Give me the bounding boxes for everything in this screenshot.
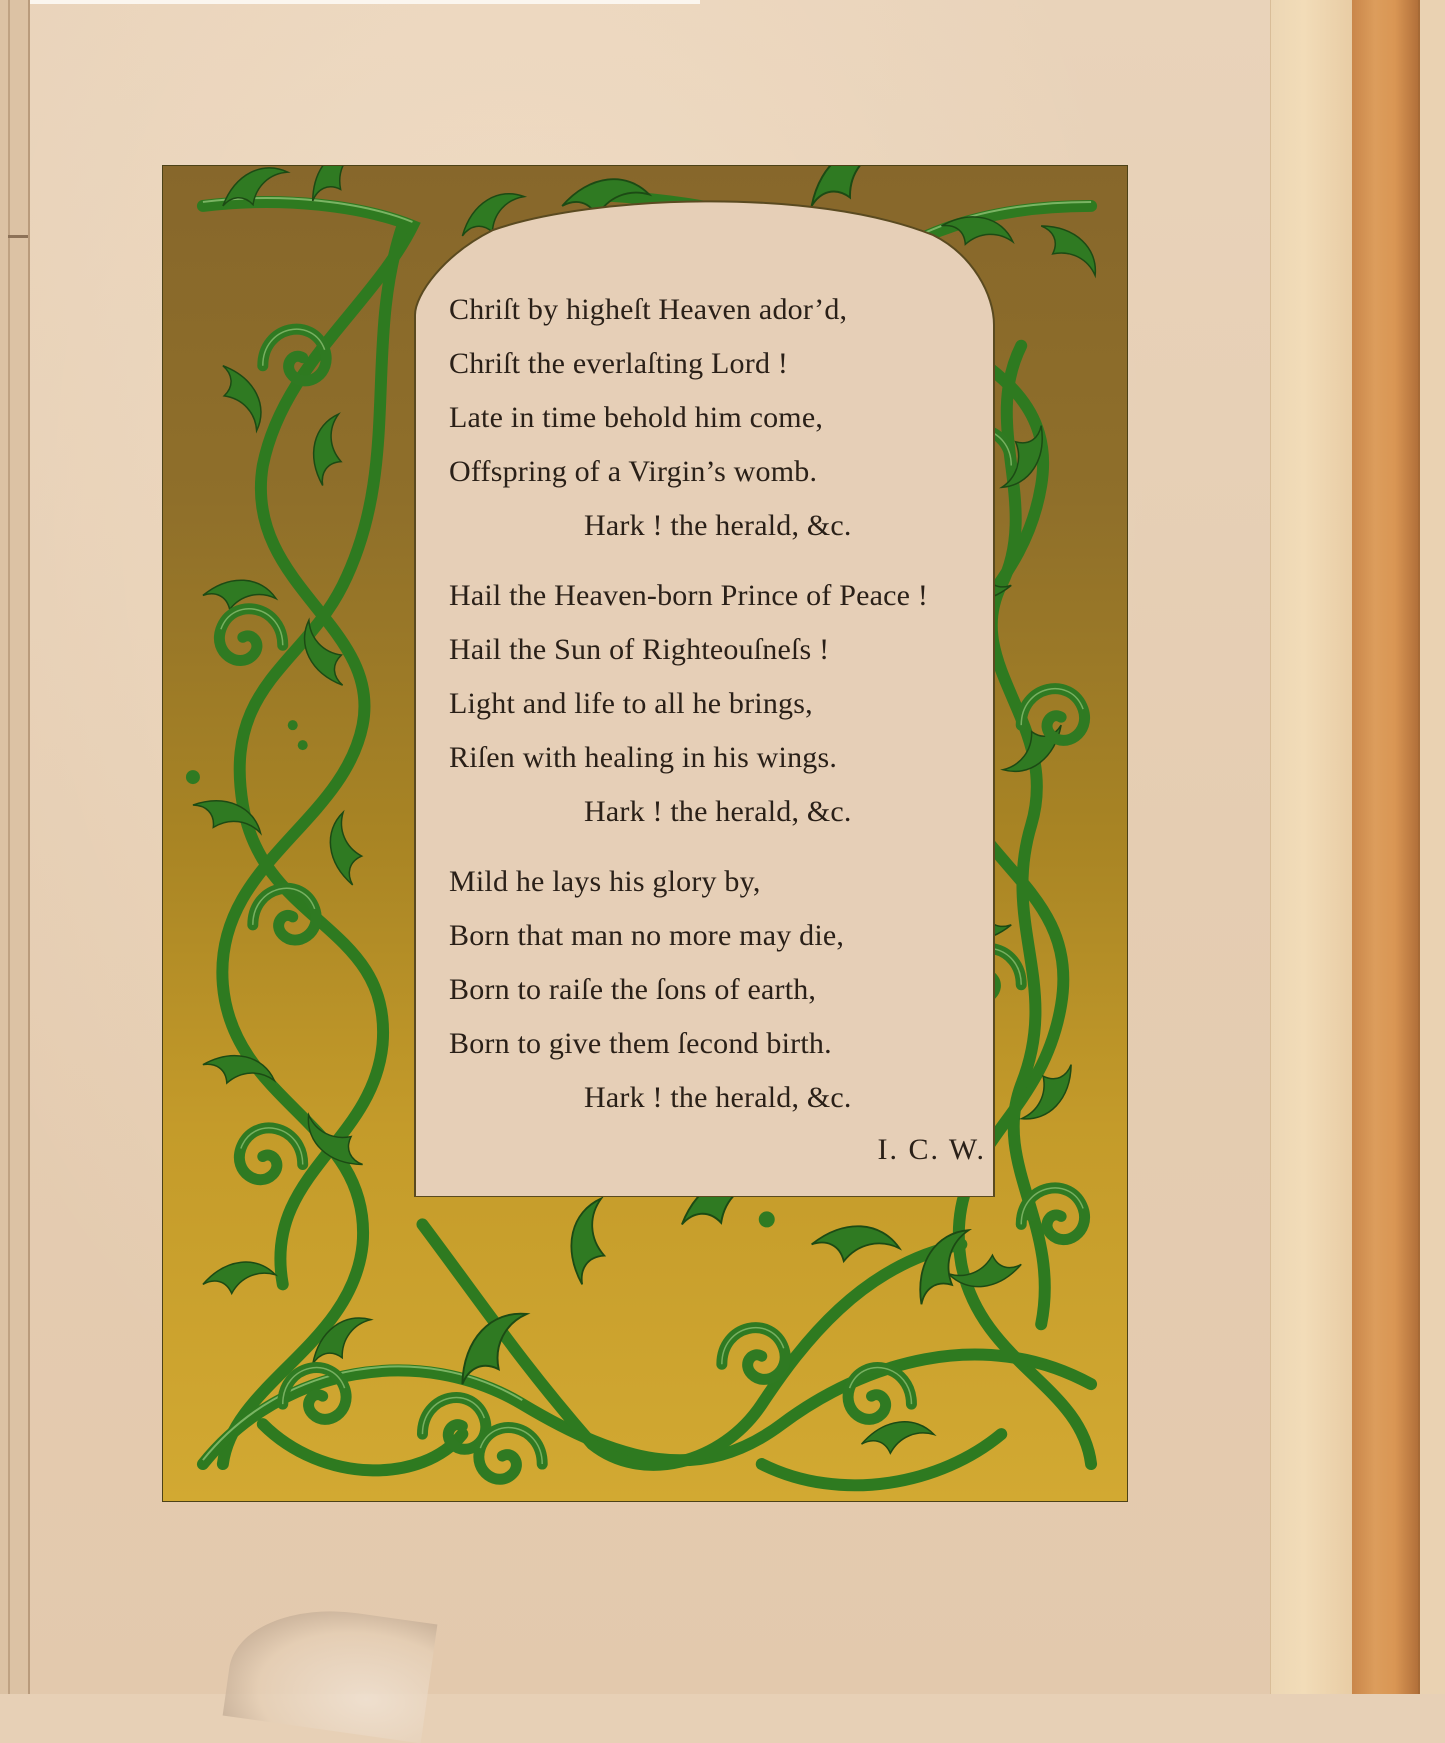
verse-line: Born that man no more may die, — [449, 919, 845, 952]
verse-line: Mild he lays his glory by, — [449, 865, 761, 898]
scan-edge — [0, 0, 700, 4]
verse-line: Hail the Sun of Righteouſneſs ! — [449, 633, 830, 666]
verse-line: Born to give them ſecond birth. — [449, 1027, 832, 1060]
attribution: I. C. W. — [877, 1133, 986, 1166]
verse-line: Chriſt the everlaſting Lord ! — [449, 347, 789, 380]
refrain-line: Hark ! the herald, &c. — [584, 795, 852, 828]
binding-mark — [8, 235, 28, 238]
verse-line: Chriſt by higheſt Heaven ador’d, — [449, 293, 848, 326]
book-outer-edge — [1418, 0, 1445, 1694]
verse-line: Riſen with healing in his wings. — [449, 741, 838, 774]
verse-line: Offspring of a Virgin’s womb. — [449, 455, 818, 488]
page-curl-shadow — [223, 1597, 438, 1743]
refrain-line: Hark ! the herald, &c. — [584, 509, 852, 542]
page-binding-edge — [0, 0, 30, 1694]
verse-line: Born to raiſe the ſons of earth, — [449, 973, 817, 1006]
verse-line: Light and life to all he brings, — [449, 687, 813, 720]
book-spine-edge — [1352, 0, 1418, 1694]
page-stack-edge — [1270, 0, 1353, 1694]
verse-panel — [413, 195, 996, 1197]
verse-line: Hail the Heaven-born Prince of Peace ! — [449, 579, 929, 612]
hymn-text — [413, 195, 996, 1197]
refrain-line: Hark ! the herald, &c. — [584, 1081, 852, 1114]
verse-line: Late in time behold him come, — [449, 401, 824, 434]
